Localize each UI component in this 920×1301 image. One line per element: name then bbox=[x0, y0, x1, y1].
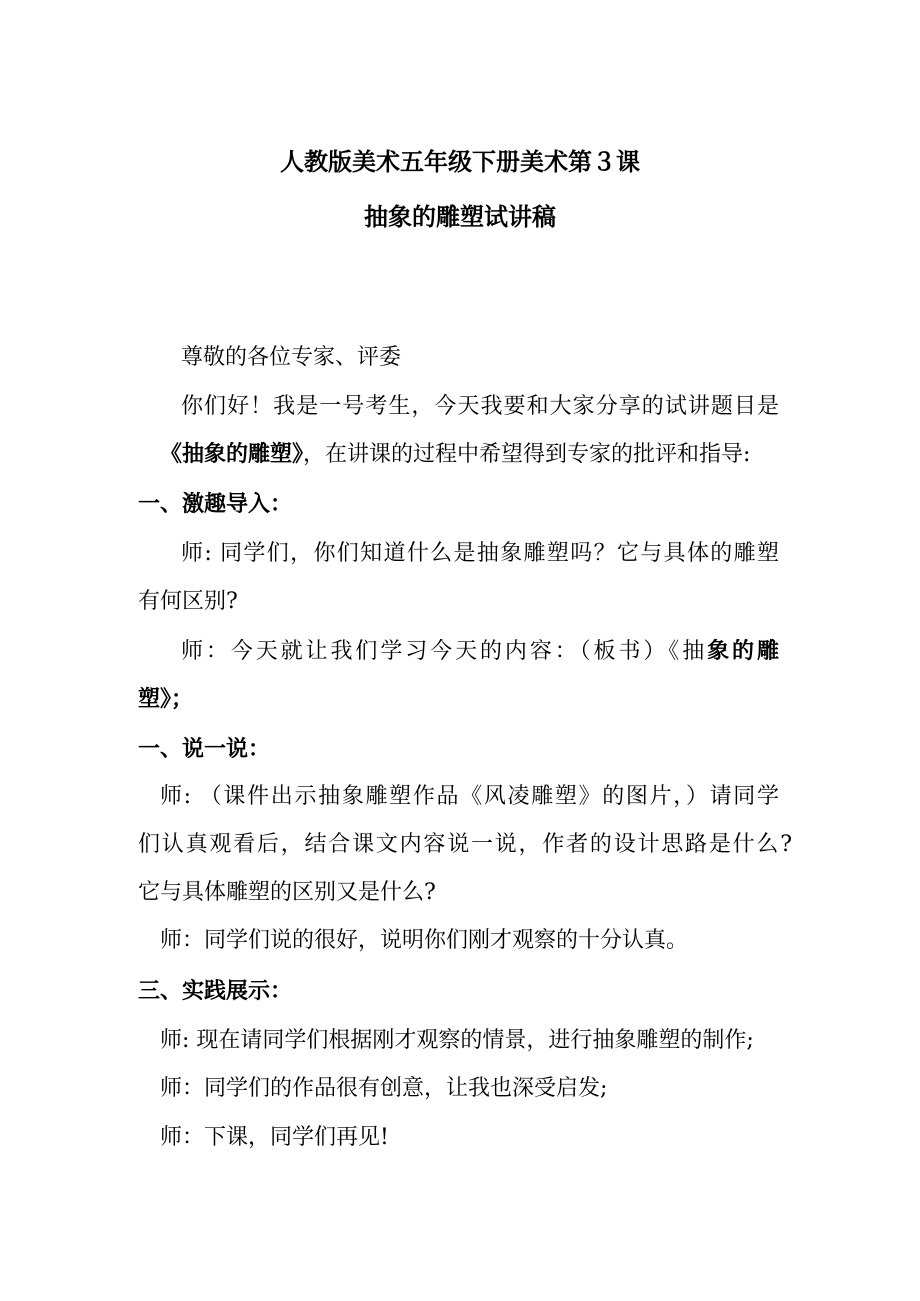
section3-p1: 师: 现在请同学们根据刚才观察的情景，进行抽象雕塑的制作; bbox=[160, 1028, 754, 1053]
section1-heading: 一、激趣导入： bbox=[138, 491, 293, 517]
section3-p3: 师：下课，同学们再见! bbox=[160, 1125, 389, 1150]
section3-p2: 师：同学们的作品很有创意，让我也深受启发; bbox=[160, 1076, 608, 1101]
section1-p2-text: 师：今天就让我们学习今天的内容：（板书）《抽 bbox=[181, 639, 708, 664]
doc-title-line1: 人教版美术五年级下册美术第３课 bbox=[280, 147, 640, 176]
section2-p2: 师：同学们说的很好，说明你们刚才观察的十分认真。 bbox=[160, 928, 689, 953]
intro-line1: 你们好！我是一号考生，今天我要和大家分享的试讲题目是 bbox=[181, 394, 779, 419]
section2-heading: 一、说一说： bbox=[138, 736, 271, 762]
section2-p1-line1: 师: （课件出示抽象雕塑作品《风凌雕塑》的图片，）请同学 bbox=[160, 784, 779, 809]
intro-line2 bbox=[160, 443, 750, 466]
section1-p2-bold: 象的雕 bbox=[707, 638, 779, 664]
section1-p1-line2: 有何区别? bbox=[138, 589, 238, 614]
doc-title-line2: 抽象的雕塑试讲稿 bbox=[364, 202, 556, 231]
section2-p1-line2: 们认真观看后，结合课文内容说一说，作者的设计思路是什么? bbox=[138, 832, 792, 857]
greeting: 尊敬的各位专家、评委 bbox=[181, 345, 402, 370]
intro-line2-rest: ，在讲课的过程中希望得到专家的批评和指导: bbox=[303, 442, 751, 467]
section1-p1-line1: 师: 同学们，你们知道什么是抽象雕塑吗？它与具体的雕塑 bbox=[181, 541, 779, 566]
book-title: 《抽象的雕塑》 bbox=[160, 441, 304, 467]
section2-p1-line3: 它与具体雕塑的区别又是什么? bbox=[138, 880, 436, 905]
section3-heading: 三、实践展示： bbox=[138, 978, 293, 1004]
section1-p2-line1 bbox=[181, 640, 779, 663]
section1-p2-line2: 塑》； bbox=[138, 686, 194, 712]
